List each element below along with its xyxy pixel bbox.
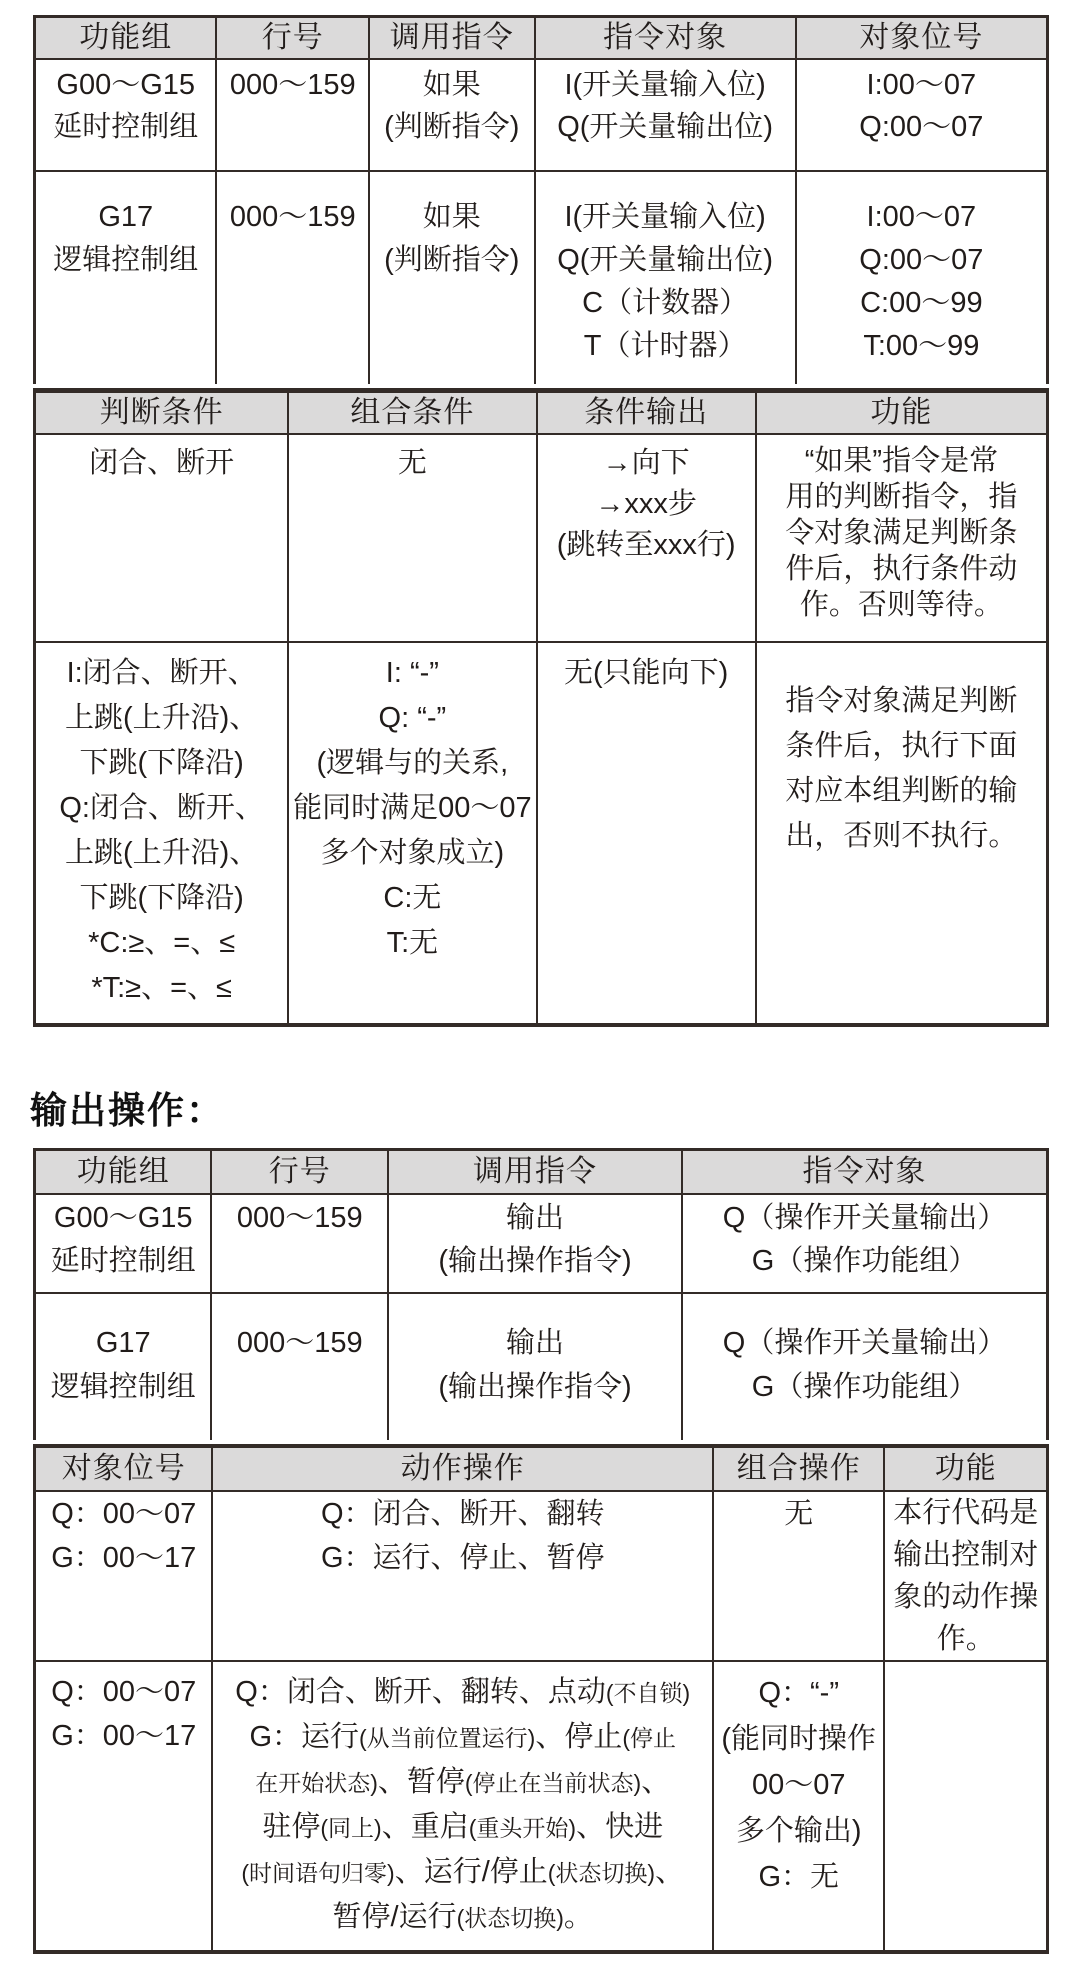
cell-line: 令对象满足判断条 bbox=[785, 517, 1018, 549]
cell-line: 如果 bbox=[422, 69, 481, 101]
output-detail-table bbox=[33, 1444, 1049, 1954]
cell-line: Q(开关量输出位) bbox=[557, 111, 774, 143]
cell-line: 00～07 bbox=[751, 1769, 846, 1801]
cell-line: G：无 bbox=[758, 1861, 840, 1893]
cell-line: G00～G15 bbox=[53, 1202, 193, 1234]
header-cell bbox=[797, 18, 1046, 58]
cell-line: Q:00～07 bbox=[859, 244, 984, 276]
cell-line: 下跳(下降沿) bbox=[79, 747, 244, 779]
table-row bbox=[36, 1292, 1046, 1440]
section-heading: 输出操作： bbox=[30, 1090, 225, 1131]
table-row bbox=[36, 1193, 1046, 1292]
cell-line: 条件后，执行下面 bbox=[785, 730, 1018, 762]
cell-line: 对象位号 bbox=[61, 1452, 186, 1485]
table-cell bbox=[36, 60, 217, 170]
cell-line: C:无 bbox=[383, 882, 442, 914]
cell-line: 指令对象 bbox=[603, 21, 728, 54]
cell-line: 闭合、断开 bbox=[89, 447, 235, 479]
cell-line: G：00～17 bbox=[51, 1542, 197, 1574]
cell-line: I:闭合、断开、 bbox=[66, 657, 257, 689]
table-row bbox=[36, 641, 1046, 1023]
cell-line: 件后，执行条件动 bbox=[785, 553, 1018, 585]
judge-detail-table bbox=[33, 388, 1049, 1027]
table-cell bbox=[370, 60, 536, 170]
cell-line: 作。 bbox=[936, 1623, 995, 1655]
table-row bbox=[36, 58, 1046, 170]
table-cell bbox=[36, 172, 217, 384]
table-cell bbox=[683, 1195, 1046, 1292]
cell-line: (逻辑与的关系, bbox=[316, 747, 509, 779]
cell-line: C（计数器） bbox=[582, 287, 749, 319]
cell-line: (时间语句归零)、运行/停止(状态切换)、 bbox=[241, 1856, 685, 1888]
cell-line: 输出 bbox=[506, 1327, 565, 1359]
header-cell bbox=[683, 1151, 1046, 1193]
table-cell bbox=[536, 60, 797, 170]
cell-line: G17 bbox=[95, 1327, 151, 1359]
cell-line: “如果”指令是常 bbox=[804, 445, 999, 477]
cell-line: I(开关量输入位) bbox=[564, 69, 766, 101]
table-cell bbox=[389, 1294, 683, 1440]
table-cell bbox=[217, 172, 370, 384]
header-cell bbox=[36, 393, 289, 433]
cell-line: 无 bbox=[784, 1498, 814, 1530]
cell-line: I(开关量输入位) bbox=[564, 201, 766, 233]
cell-line: I:00～07 bbox=[866, 69, 977, 101]
cell-line: 功能 bbox=[934, 1452, 997, 1485]
judge-call-table bbox=[33, 15, 1049, 384]
cell-line: 延时控制组 bbox=[53, 111, 199, 143]
cell-line: 000～159 bbox=[236, 1202, 363, 1234]
header-cell bbox=[538, 393, 757, 433]
table-row bbox=[36, 433, 1046, 641]
cell-line: G（操作功能组） bbox=[751, 1371, 978, 1403]
cell-line: Q:闭合、断开、 bbox=[59, 792, 264, 824]
cell-line: 指令对象满足判断 bbox=[785, 685, 1018, 717]
cell-line: (输出操作指令) bbox=[438, 1245, 632, 1277]
cell-line: 对应本组判断的输 bbox=[785, 775, 1018, 807]
table-cell bbox=[36, 1294, 212, 1440]
cell-line: G：00～17 bbox=[51, 1720, 197, 1752]
cell-line: Q: “-” bbox=[378, 702, 447, 734]
cell-line: 如果 bbox=[422, 201, 481, 233]
cell-line: (判断指令) bbox=[384, 244, 520, 276]
cell-line: 能同时满足00～07 bbox=[293, 792, 532, 824]
cell-line: (输出操作指令) bbox=[438, 1371, 632, 1403]
table-cell bbox=[389, 1195, 683, 1292]
cell-line: Q(开关量输出位) bbox=[557, 244, 774, 276]
cell-line: 本行代码是 bbox=[893, 1497, 1039, 1529]
table-cell bbox=[536, 172, 797, 384]
cell-line: (能同时操作 bbox=[721, 1723, 877, 1755]
table-cell bbox=[217, 60, 370, 170]
table-cell bbox=[538, 643, 757, 1023]
header-cell bbox=[885, 1448, 1046, 1490]
table-cell bbox=[36, 1195, 212, 1292]
cell-line: 逻辑控制组 bbox=[50, 1371, 196, 1403]
cell-line: *T:≥、=、≤ bbox=[91, 972, 232, 1004]
cell-line: 输出 bbox=[506, 1202, 565, 1234]
table-cell bbox=[213, 1492, 714, 1660]
cell-line: 延时控制组 bbox=[50, 1245, 196, 1277]
header-cell bbox=[370, 18, 536, 58]
cell-line: 指令对象 bbox=[802, 1155, 927, 1188]
cell-line: 作。否则等待。 bbox=[799, 589, 1003, 621]
cell-line: →xxx步 bbox=[595, 488, 697, 520]
cell-line: →向下 bbox=[602, 447, 690, 479]
cell-line: 调用指令 bbox=[473, 1155, 598, 1188]
cell-line: G（操作功能组） bbox=[751, 1245, 978, 1277]
table-cell bbox=[289, 435, 537, 641]
cell-line: 对象位号 bbox=[859, 21, 984, 54]
cell-line: Q（操作开关量输出） bbox=[722, 1202, 1007, 1234]
header-cell bbox=[289, 393, 537, 433]
cell-line: T:00～99 bbox=[863, 330, 980, 362]
table-cell bbox=[885, 1662, 1046, 1950]
cell-line: 无(只能向下) bbox=[564, 657, 729, 689]
cell-line: 出，否则不执行。 bbox=[785, 820, 1018, 852]
cell-line: G：运行、停止、暂停 bbox=[320, 1542, 605, 1574]
table-cell bbox=[538, 435, 757, 641]
table-cell bbox=[213, 1662, 714, 1950]
cell-line: 象的动作操 bbox=[893, 1581, 1039, 1613]
cell-line: Q:00～07 bbox=[859, 111, 984, 143]
table-cell bbox=[683, 1294, 1046, 1440]
table-cell bbox=[212, 1195, 388, 1292]
cell-line: 000～159 bbox=[236, 1327, 363, 1359]
header-cell bbox=[212, 1151, 388, 1193]
table-cell bbox=[757, 435, 1046, 641]
cell-line: 行号 bbox=[268, 1155, 331, 1188]
cell-line: 暂停/运行(状态切换)。 bbox=[332, 1901, 593, 1933]
cell-line: I: “-” bbox=[385, 657, 439, 689]
table-cell bbox=[36, 1662, 213, 1950]
table-cell bbox=[212, 1294, 388, 1440]
table-row bbox=[36, 170, 1046, 384]
cell-line: Q：闭合、断开、翻转 bbox=[320, 1498, 605, 1530]
cell-line: 行号 bbox=[261, 21, 324, 54]
table-row bbox=[36, 1490, 1046, 1660]
table-cell bbox=[797, 172, 1046, 384]
cell-line: 上跳(上升沿)、 bbox=[64, 702, 259, 734]
cell-line: 判断条件 bbox=[99, 396, 224, 429]
header-cell bbox=[757, 393, 1046, 433]
output-call-table bbox=[33, 1148, 1049, 1440]
header-cell bbox=[213, 1448, 714, 1490]
cell-line: G：运行(从当前位置运行)、停止(停止 bbox=[249, 1721, 677, 1753]
header-cell bbox=[36, 1151, 212, 1193]
table-cell bbox=[370, 172, 536, 384]
cell-line: (判断指令) bbox=[384, 111, 520, 143]
cell-line: 调用指令 bbox=[389, 21, 514, 54]
cell-line: 功能 bbox=[870, 396, 933, 429]
cell-line: 驻停(同上)、重启(重头开始)、快进 bbox=[262, 1811, 664, 1843]
cell-line: I:00～07 bbox=[866, 201, 977, 233]
cell-line: 000～159 bbox=[229, 69, 356, 101]
table-header-row bbox=[36, 393, 1046, 433]
table-header-row bbox=[36, 18, 1046, 58]
cell-line: Q：00～07 bbox=[51, 1498, 197, 1530]
cell-line: (跳转至xxx行) bbox=[556, 529, 736, 561]
table-cell bbox=[714, 1662, 886, 1950]
cell-line: 输出控制对 bbox=[893, 1539, 1039, 1571]
cell-line: 组合条件 bbox=[350, 396, 475, 429]
table-header-row bbox=[36, 1151, 1046, 1193]
cell-line: 功能组 bbox=[79, 21, 173, 54]
cell-line: 用的判断指令，指 bbox=[785, 481, 1018, 513]
table-cell bbox=[757, 643, 1046, 1023]
cell-line: 无 bbox=[397, 447, 427, 479]
cell-line: 条件输出 bbox=[584, 396, 709, 429]
header-cell bbox=[714, 1448, 886, 1490]
table-cell bbox=[36, 435, 289, 641]
table-cell bbox=[36, 643, 289, 1023]
cell-line: Q：00～07 bbox=[51, 1676, 197, 1708]
cell-line: 多个对象成立) bbox=[320, 837, 505, 869]
cell-line: Q：“-” bbox=[758, 1677, 839, 1709]
header-cell bbox=[217, 18, 370, 58]
cell-line: 动作操作 bbox=[400, 1452, 525, 1485]
cell-line: T:无 bbox=[386, 927, 439, 959]
cell-line: 下跳(下降沿) bbox=[79, 882, 244, 914]
cell-line: C:00～99 bbox=[860, 287, 983, 319]
cell-line: 上跳(上升沿)、 bbox=[64, 837, 259, 869]
table-row bbox=[36, 1660, 1046, 1950]
cell-line: G17 bbox=[98, 201, 154, 233]
cell-line: 多个输出) bbox=[735, 1815, 862, 1847]
table-cell bbox=[714, 1492, 886, 1660]
table-cell bbox=[36, 1492, 213, 1660]
cell-line: T（计时器） bbox=[583, 330, 747, 362]
table-cell bbox=[797, 60, 1046, 170]
header-cell bbox=[389, 1151, 683, 1193]
cell-line: 功能组 bbox=[76, 1155, 170, 1188]
header-cell bbox=[36, 1448, 213, 1490]
cell-line: Q（操作开关量输出） bbox=[722, 1327, 1007, 1359]
cell-line: 000～159 bbox=[229, 201, 356, 233]
cell-line: 逻辑控制组 bbox=[53, 244, 199, 276]
header-cell bbox=[36, 18, 217, 58]
cell-line: Q：闭合、断开、翻转、点动(不自锁) bbox=[235, 1676, 691, 1708]
cell-line: G00～G15 bbox=[56, 69, 196, 101]
header-cell bbox=[536, 18, 797, 58]
cell-line: 在开始状态)、暂停(停止在当前状态)、 bbox=[255, 1766, 671, 1798]
cell-line: *C:≥、=、≤ bbox=[88, 927, 236, 959]
table-header-row bbox=[36, 1448, 1046, 1490]
table-cell bbox=[289, 643, 537, 1023]
cell-line: 组合操作 bbox=[736, 1452, 861, 1485]
table-cell bbox=[885, 1492, 1046, 1660]
